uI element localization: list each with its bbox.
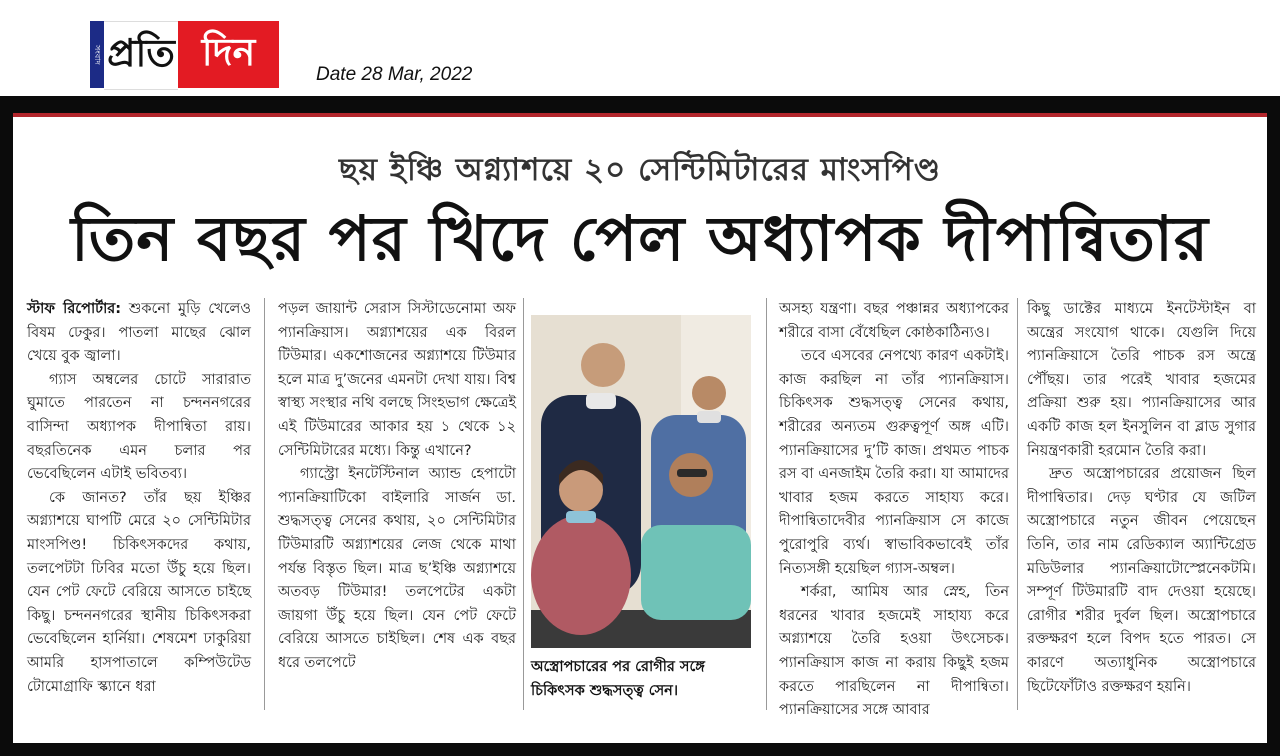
column-1 [27, 298, 251, 710]
paragraph: পড়ল জায়ান্ট সেরাস সিস্টাডেনোমা অফ প্যানক্রিয়াস। অগ্ন্যাশয়ের এক বিরল টিউমার। একশোজনের অগ্ন্যাশয়ে টিউমার হলে মাত্র দু’জনের এমনটা দেখা যায়। বিশ্ব স্বাস্থ্য সংস্থার নথি বলছে সিংহভাগ ক্ষেত্রেই এই টিউমারের আকার হয় ১ থেকে ১২ সেন্টিমিটারের মধ্যে। কিন্তু এখানে? [278, 301, 516, 459]
paragraph: তবে এসবের নেপথ্যে কারণ একটাই। কাজ করছিল না তাঁর প্যানক্রিয়াস। চিকিৎসক শুদ্ধসত্ত্ব সেনের কথায়, শরীরের অন্যতম গুরুত্বপূর্ণ অঙ্গ এটি। প্যানক্রিয়াসের দু’টি কাজ। প্রথমত পাচক রস বা এনজাইম তৈরি করা। যা আমাদের খাবার হজম করতে সাহায্য করে। দীপান্বিতাদেবীর প্যানক্রিয়াস সে কাজে পুরোপুরি ব্যর্থ। স্বাভাবিকভাবেই তাঁর নিত্যসঙ্গী হয়েছিল গ্যাস-অম্বল। [779, 348, 1009, 577]
article-photo [531, 315, 751, 648]
paragraph: অসহ্য যন্ত্রণা। বছর পঞ্চান্নর অধ্যাপকের শরীরে বাসা বেঁধেছিল কোষ্ঠকাঠিন্যও। [779, 301, 1009, 341]
column-divider [523, 298, 524, 710]
publication-date: Date 28 Mar, 2022 [316, 64, 473, 85]
paragraph: শর্করা, আমিষ আর স্নেহ, তিন ধরনের খাবার হজমেই সাহায্য করে অগ্ন্যাশয়ে তৈরি হওয়া উৎসেচক। প্যানক্রিয়াস কাজ না করায় কিছুই হজম করতে পারছিলেন না দীপান্বিতা। প্যানক্রিয়াসের সঙ্গে আবার [779, 584, 1009, 719]
paragraph: গ্যাস্ট্রো ইনটেস্টিনাল অ্যান্ড হেপাটো প্যানক্রিয়াটিকো বাইলারি সার্জন ডা. শুদ্ধসত্ত্ব সেনের কথায়, ২০ সেন্টিমিটার টিউমারটি অগ্ন্যাশয়ের লেজ থেকে মাথা পর্যন্ত বিস্তৃত ছিল। মাত্র ছ’ইঞ্চি অগ্ন্যাশয়ে অতবড় টিউমার! তলপেটের একটা জায়গা উঁচু হয়ে ছিল। যেন পেট ফেটে বেরিয়ে আসতে চাইছিল। শেষ এক বছর ধরে তলপেটে [278, 466, 516, 671]
masthead [0, 0, 1280, 96]
column-divider [264, 298, 265, 710]
column-5 [1027, 298, 1256, 710]
article-headline: তিন বছর পর খিদে পেল অধ্যাপক দীপান্বিতার [71, 202, 1209, 275]
column-divider [766, 298, 767, 710]
logo-left-text: প্রতি [104, 21, 178, 90]
newspaper-logo [90, 21, 279, 88]
column-divider [1017, 298, 1018, 710]
column-4 [779, 298, 1009, 719]
article-kicker: ছয় ইঞ্চি অগ্ন্যাশয়ে ২০ সেন্টিমিটারের মাংসপিণ্ড [339, 152, 941, 188]
logo-right-text: দিন [178, 21, 279, 88]
column-2 [278, 298, 516, 710]
top-red-rule [13, 113, 1267, 117]
paragraph-text: শুকনো মুড়ি খেলেও বিষম ঢেকুর। পাতলা মাছের ঝোল খেয়ে বুক জ্বালা। [27, 301, 252, 365]
photo-illustration [531, 315, 751, 648]
byline: স্টাফ রিপোর্টার: [27, 301, 122, 317]
paragraph: কিছু ডাক্টের মাধ্যমে ইনটেস্টাইন বা অন্ত্রের সংযোগ থাকে। যেগুলি দিয়ে প্যানক্রিয়াসে তৈরি পাচক রস অন্ত্রে পৌঁছয়। তার পরেই খাবার হজমের প্রক্রিয়া শুরু হয়। প্যানক্রিয়াসের আর একটি কাজ হল ইনসুলিন বা ব্লাড সুগার নিয়ন্ত্রণকারী হরমোন তৈরি করা। [1027, 301, 1256, 459]
paragraph [27, 298, 251, 369]
paragraph: কে জানত? তাঁর ছয় ইঞ্চির অগ্ন্যাশয়ে ঘাপটি মেরে ২০ সেন্টিমিটার মাংসপিণ্ড! চিকিৎসকদের কথায়, তলপেটটা ঢিবির মতো উঁচু হয়ে ছিল। যেন পেট ফেটে বেরিয়ে আসতে চাইছে কিছু। চন্দননগরের স্থানীয় চিকিৎসকরা ভেবেছিলেন হার্নিয়া। শেষমেশ ঢাকুরিয়া আমরি হাসপাতালে কম্পিউটেড টোমোগ্রাফি স্ক্যানে ধরা [27, 489, 251, 695]
logo-strip: সংবাদ [90, 21, 104, 88]
paragraph: দ্রুত অস্ত্রোপচারের প্রয়োজন ছিল দীপান্বিতার। দেড় ঘণ্টার যে জটিল অস্ত্রোপচারে নতুন জীবন পেয়েছেন তিনি, তার নাম রেডিক্যাল অ্যান্টিগ্রেড মডিউলার প্যানক্রিয়াটোস্প্লেনেকটমি। সম্পূর্ণ টিউমারটি বাদ দেওয়া হয়েছে। রোগীর শরীর দুর্বল ছিল। অস্ত্রোপচারে রক্তক্ষরণ হলে বিপদ হতে পারত। সে কারণে অত্যাধুনিক অস্ত্রোপচারে ছিটেফোঁটাও রক্তক্ষরণ হয়নি। [1027, 466, 1256, 695]
photo-caption: অস্ত্রোপচারের পর রোগীর সঙ্গে চিকিৎসক শুদ্ধসত্ত্ব সেন। [531, 659, 705, 699]
paragraph: গ্যাস অম্বলের চোটে সারারাত ঘুমাতে পারতেন না চন্দননগরের বাসিন্দা অধ্যাপক দীপান্বিতা রায়। বছরতিনেক এমন চলার পর ভেবেছিলেন এটাই ভবিতব্য। [27, 371, 251, 483]
